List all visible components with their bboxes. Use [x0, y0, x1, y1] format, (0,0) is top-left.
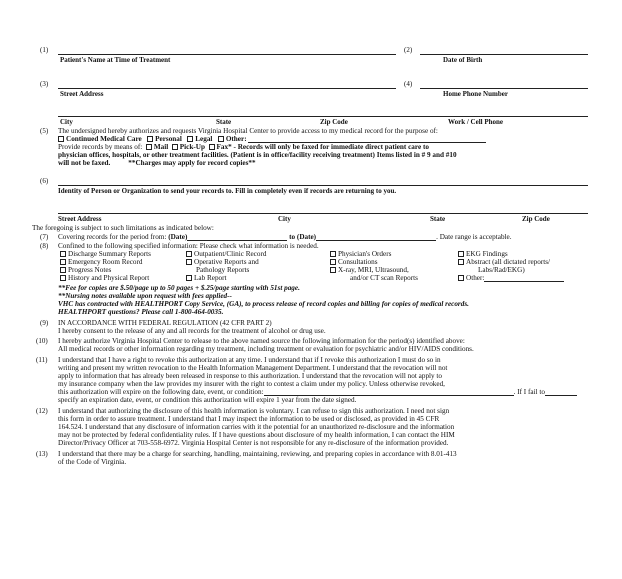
section-number: (5)	[40, 127, 49, 135]
records-intro: Confined to the following specified information: Please check what information is needed.	[58, 242, 319, 250]
from-date-field[interactable]	[187, 233, 287, 241]
mail-checkbox[interactable]	[146, 144, 152, 150]
revoke-line-3: apply to information that has already been released in response to this authorization. I understand that the revocation will not apply to	[58, 372, 443, 380]
authorize-line-1: I hereby authorize Virginia Hospital Center to release to the above named source the following information for the period(s) identified above:	[58, 337, 465, 345]
field-number: (4)	[404, 80, 413, 88]
option-label: Pick-Up	[179, 143, 205, 151]
voluntary-line-3: 164.524. I understand that any disclosure of information carries with it the potential for an unauthorized re-disclosure and the information	[58, 423, 455, 431]
voluntary-line-2: this form in order to assure treatment. I understand that I may inspect the information to be used or disclosed, as provided in 45 CFR	[58, 415, 440, 423]
home-phone-line[interactable]	[420, 80, 588, 89]
state-label: State	[216, 118, 232, 126]
nursing-note: **Nursing notes available upon request with fees applied--	[58, 292, 232, 300]
street-label: Street Address	[60, 90, 104, 98]
option-label: Labs/Rad/EKG)	[478, 266, 525, 274]
street-line[interactable]	[58, 80, 396, 89]
voluntary-line-4: may not be protected by federal confidentiality rules. If I have questions about disclosure of my health information, I can contact the HIM	[58, 431, 455, 439]
option-label: Physician's Orders	[338, 250, 392, 258]
charge-line-1: I understand that there may be a charge for searching, handling, maintaining, reviewing, and preparing copies in accordance with 8.01-413	[58, 450, 457, 458]
work-phone-label: Work / Cell Phone	[448, 118, 504, 126]
date-range	[58, 233, 512, 241]
option-label: Discharge Summary Reports	[68, 250, 151, 258]
ekg-checkbox[interactable]	[458, 251, 464, 257]
section-number: (9)	[40, 319, 49, 327]
lab-checkbox[interactable]	[186, 275, 192, 281]
revoke-line-4: my insurance company when the law provides my insurer with the right to contest a claim under my policy. Unless otherwise revoked,	[58, 380, 445, 388]
date-range-label: Covering records for the period from:	[58, 233, 167, 241]
option-label: Legal	[195, 135, 213, 143]
progress-checkbox[interactable]	[60, 267, 66, 273]
charges-note: **Charges may apply for record copies**	[128, 159, 256, 167]
option-label: Consultations	[338, 258, 378, 266]
option-label: Outpatient/Clinic Record	[194, 250, 267, 258]
option-label: Mail	[153, 143, 169, 151]
personal-checkbox[interactable]	[147, 136, 153, 142]
option-label: Lab Report	[194, 274, 227, 282]
fax-checkbox[interactable]	[209, 144, 215, 150]
recipient-zip-label: Zip Code	[522, 215, 550, 223]
option-label: Other:	[466, 274, 485, 282]
other-checkbox[interactable]	[218, 136, 224, 142]
history-checkbox[interactable]	[60, 275, 66, 281]
field-number: (2)	[404, 46, 413, 54]
section-number: (8)	[40, 242, 49, 250]
federal-consent: I hereby consent to the release of any and all records for the treatment of alcohol or drug use.	[58, 327, 326, 335]
fail-field[interactable]	[545, 388, 577, 396]
to-date-field[interactable]	[316, 233, 436, 241]
voluntary-line-5: Director/Privacy Officer at 703-558-6972. Virginia Hospital Center is not responsible for any re-disclosure of the information provided.	[58, 439, 449, 447]
patient-name-line[interactable]	[58, 46, 396, 55]
section-number: (13)	[36, 450, 48, 458]
option-label: EKG Findings	[466, 250, 508, 258]
option-label: X-ray, MRI, Ultrasound,	[338, 266, 409, 274]
revoke-line-2: writing and present my written revocation to the Health Information Management Department. I understand that the revocation will not	[58, 364, 448, 372]
option-label: Pathology Reports	[196, 266, 250, 274]
date-range-note: . Date range is acceptable.	[436, 233, 512, 241]
revoke-line-6: specify an expiration date, event, or condition this authorization will expire 1 year from the date signed.	[58, 396, 357, 404]
city-label: City	[60, 118, 73, 126]
option-label: Fax* - Records will only be faxed for immediate direct patient care to	[216, 143, 429, 151]
continued-care-checkbox[interactable]	[58, 136, 64, 142]
home-phone-label: Home Phone Number	[443, 90, 508, 98]
pickup-checkbox[interactable]	[172, 144, 178, 150]
authorize-line-2: All medical records or other information regarding my treatment, including treatment or evaluation for psychiatric and/or HIV/AIDS conditions.	[58, 345, 474, 353]
revoke-line-1: I understand that I have a right to revoke this authorization at any time. I understand that if I revoke this authorization I must do so in	[58, 356, 441, 364]
recipient-address-line[interactable]	[58, 205, 588, 214]
to-date-label: to (Date)	[289, 233, 317, 241]
fax-continuation: physician offices, hospitals, or other treatment facilities. (Patient is in office/facility receiving treatment) Items listed in # 9 and #10	[58, 151, 457, 159]
dob-line[interactable]	[420, 46, 588, 55]
dob-label: Date of Birth	[443, 56, 483, 64]
revoke-line-5-end: . If I fail to	[513, 388, 545, 396]
from-date-label: (Date)	[168, 233, 188, 241]
operative-checkbox[interactable]	[186, 259, 192, 265]
option-label: and/or CT scan Reports	[350, 274, 418, 282]
abstract-checkbox[interactable]	[458, 259, 464, 265]
recipient-label: Identity of Person or Organization to send your records to. Fill in completely even if records are returning to you.	[58, 187, 397, 195]
recipient-line[interactable]	[58, 177, 588, 186]
field-number: (1)	[40, 46, 49, 54]
option-label: Abstract (all dictated reports/	[466, 258, 551, 266]
expiration-label: this authorization will expire on the following date, event, or condition:	[58, 388, 264, 396]
zip-label: Zip Code	[320, 118, 348, 126]
other-records-checkbox[interactable]	[458, 275, 464, 281]
option-label: Personal	[155, 135, 182, 143]
purpose-intro: The undersigned hereby authorizes and requests Virginia Hospital Center to provide access to my medical record for the purpose of:	[58, 127, 438, 135]
voluntary-line-1: I understand that authorizing the disclosure of this health information is voluntary. I can refuse to sign this authorization. I need not sign	[58, 407, 450, 415]
option-label: Operative Reports and	[194, 258, 259, 266]
healthport-note: VHC has contracted with HEALTHPORT Copy Service, (GA), to process release of record copies and billing for copies of medical records.	[58, 300, 469, 308]
recipient-street-label: Street Address	[58, 215, 102, 223]
section-number: (10)	[36, 337, 48, 345]
fax-end	[58, 159, 256, 167]
option-label: History and Physical Report	[68, 274, 150, 282]
charge-line-2: of the Code of Virginia.	[58, 458, 127, 466]
option-label: Emergency Room Record	[68, 258, 143, 266]
consultations-checkbox[interactable]	[330, 259, 336, 265]
section-number: (6)	[40, 177, 49, 185]
fax-end-text: will not be faxed.	[58, 159, 111, 167]
discharge-checkbox[interactable]	[60, 251, 66, 257]
orders-checkbox[interactable]	[330, 251, 336, 257]
imaging-checkbox[interactable]	[330, 267, 336, 273]
means-label: Provide records by means of:	[58, 143, 143, 151]
outpatient-checkbox[interactable]	[186, 251, 192, 257]
field-number: (3)	[40, 80, 49, 88]
recipient-city-label: City	[278, 215, 291, 223]
federal-heading: IN ACCORDANCE WITH FEDERAL REGULATION (42 CFR PART 2)	[58, 319, 272, 327]
city-state-zip-line[interactable]	[58, 108, 588, 117]
section-number: (7)	[40, 233, 49, 241]
option-label: Progress Notes	[68, 266, 112, 274]
section-number: (11)	[36, 356, 48, 364]
section-number: (12)	[36, 407, 48, 415]
er-checkbox[interactable]	[60, 259, 66, 265]
legal-checkbox[interactable]	[187, 136, 193, 142]
fee-note: **Fee for copies are $.50/page up to 50 pages + $.25/page starting with 51st page.	[58, 284, 300, 292]
patient-name-label: Patient's Name at Time of Treatment	[60, 56, 171, 64]
option-label: Continued Medical Care	[66, 135, 142, 143]
other-records-field[interactable]	[484, 274, 564, 282]
recipient-state-label: State	[430, 215, 446, 223]
foregoing-text: The foregoing is subject to such limitations as indicated below:	[32, 224, 214, 232]
option-label: Other:	[225, 135, 247, 143]
healthport-phone: HEALTHPORT questions? Please call 1-800-464-0035.	[58, 308, 224, 316]
